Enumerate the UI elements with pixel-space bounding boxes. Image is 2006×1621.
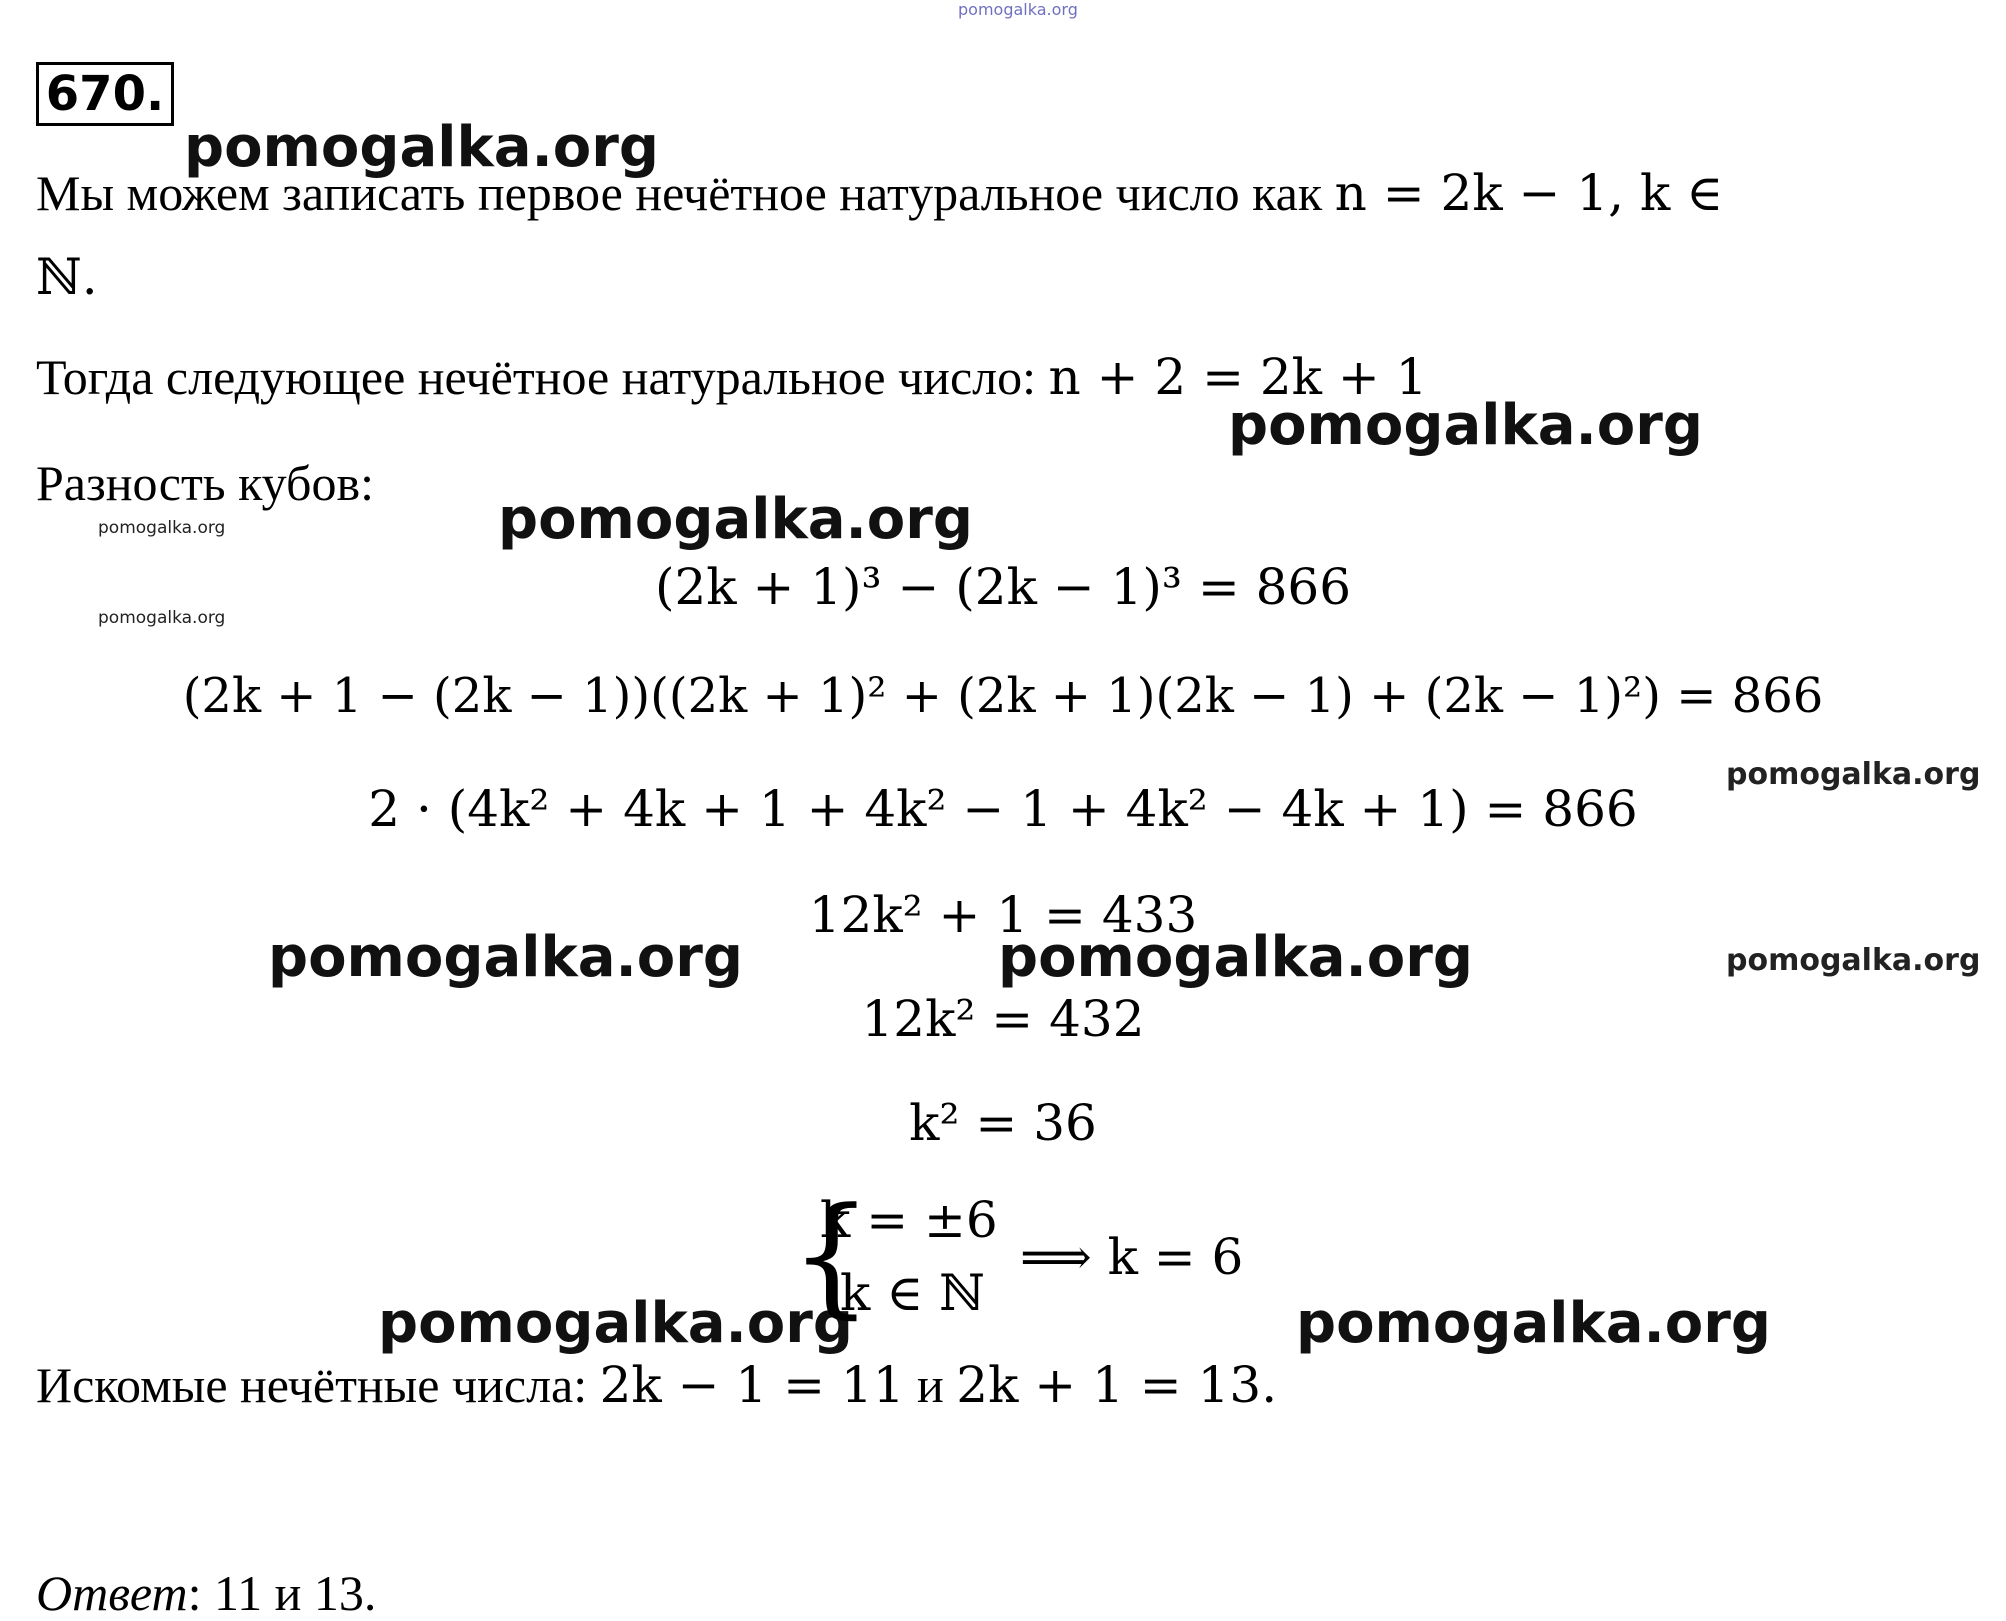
paragraph-next-odd xyxy=(36,348,1428,406)
para1-formula: n = 2k − 1, k ∈ xyxy=(1334,164,1724,222)
result-and: и xyxy=(917,1357,944,1413)
watermark-top: pomogalka.org xyxy=(958,0,1078,19)
watermark-small: pomogalka.org xyxy=(98,608,226,628)
watermark-medium: pomogalka.org xyxy=(1726,757,1981,792)
paragraph-cube-difference: Разность кубов: xyxy=(36,455,374,511)
answer-value: : 11 и 13. xyxy=(187,1565,377,1621)
equation-2: (2k + 1 − (2k − 1))((2k + 1)² + (2k + 1)(2k − 1) + (2k − 1)²) = 866 xyxy=(182,668,1824,724)
watermark: pomogalka.org xyxy=(998,925,1473,990)
paragraph-first-odd xyxy=(36,164,1724,222)
equation-5: 12k² = 432 xyxy=(861,990,1145,1048)
para1-text: Мы можем записать первое нечётное натуральное число как xyxy=(36,165,1323,221)
result-formula-2: 2k + 1 = 13. xyxy=(956,1356,1278,1414)
para1-continuation: ℕ. xyxy=(36,248,98,306)
watermark: pomogalka.org xyxy=(1296,1291,1771,1356)
watermark-small: pomogalka.org xyxy=(98,518,226,538)
watermark: pomogalka.org xyxy=(378,1291,853,1356)
answer-line xyxy=(36,1565,377,1621)
answer-label: Ответ xyxy=(36,1565,188,1621)
result-formula-1: 2k − 1 = 11 xyxy=(599,1356,905,1414)
equation-1: (2k + 1)³ − (2k − 1)³ = 866 xyxy=(654,558,1352,616)
equation-3: 2 · (4k² + 4k + 1 + 4k² − 1 + 4k² − 4k + 1) = 866 xyxy=(368,780,1638,838)
watermark: pomogalka.org xyxy=(498,487,973,552)
watermark: pomogalka.org xyxy=(184,115,659,180)
watermark: pomogalka.org xyxy=(268,925,743,990)
system-line-2: k ∈ ℕ xyxy=(840,1264,985,1322)
equation-6: k² = 36 xyxy=(909,1094,1097,1152)
result-text: Искомые нечётные числа: xyxy=(36,1357,588,1413)
equation-4: 12k² + 1 = 433 xyxy=(808,886,1198,944)
watermark-medium: pomogalka.org xyxy=(1726,943,1981,978)
watermark: pomogalka.org xyxy=(1228,393,1703,458)
para2-text: Тогда следующее нечётное натуральное число: xyxy=(36,349,1036,405)
para2-formula: n + 2 = 2k + 1 xyxy=(1048,348,1428,406)
problem-number: 670. xyxy=(36,62,174,126)
system-result: ⟹ k = 6 xyxy=(1020,1228,1244,1286)
paragraph-result xyxy=(36,1356,1278,1414)
system-line-1: k = ±6 xyxy=(820,1191,998,1249)
